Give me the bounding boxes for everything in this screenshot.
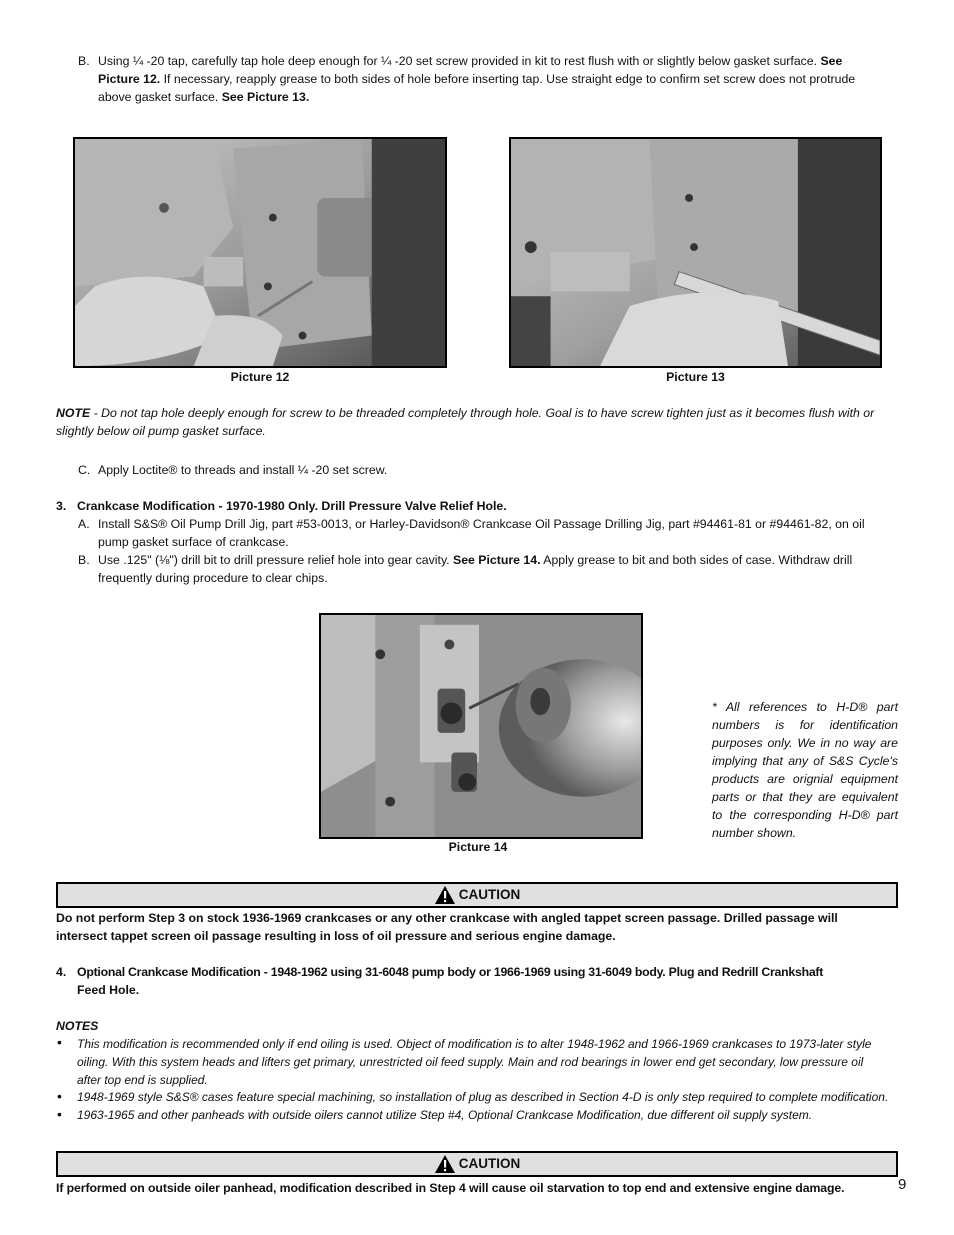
page-number: 9 — [898, 1176, 907, 1193]
hd-note-line: purposes only. We in no way are — [712, 736, 898, 750]
caution-banner — [56, 1151, 898, 1177]
picture-13-photo — [509, 137, 882, 368]
hd-note-line: to the corresponding H-D® part — [712, 808, 898, 822]
caution-1-text — [56, 909, 898, 945]
step-3a-text — [98, 515, 898, 551]
picture-13-caption: Picture 13 — [666, 370, 725, 384]
step-2b-text-2: If necessary, reapply grease to both sides of hole before inserting tap. Use straight edge to confirm set screw does not protrude — [160, 72, 856, 86]
hd-note-line: parts or that they are equivalent — [712, 790, 898, 804]
note-label: NOTE — [56, 406, 91, 420]
warning-triangle-icon — [434, 1154, 456, 1174]
step-2b-ref-1: See — [820, 54, 843, 68]
notes-bullet: • — [57, 1106, 62, 1122]
hd-note-line: numbers is for identification — [712, 718, 898, 732]
step-3a-line-2: pump gasket surface of crankcase. — [98, 535, 289, 549]
caution-banner — [56, 882, 898, 908]
picture-14-photo — [319, 613, 643, 839]
note-text: - Do not tap hole deeply enough for screw to be threaded completely through hole. Goal is to have screw tighten just as it becomes flush with or — [90, 406, 875, 420]
step-4-line-1: Optional Crankcase Modification - 1948-1962 using 31-6048 pump body or 1966-1969 using 31-6049 body. Plug and Redrill Crankshaft — [77, 965, 824, 979]
notes-bullet: • — [57, 1088, 62, 1104]
notes-item-1-line-1: This modification is recommended only if end oiling is used. Object of modification is to alter 1948-1962 and 1966-1969 crankcases to 1973-later style — [77, 1037, 872, 1051]
caution-label: CAUTION — [458, 887, 521, 902]
step-4-line-2: Feed Hole. — [77, 983, 140, 997]
step-3b-text-1: Use .125" (⅛") drill bit to drill pressure relief hole into gear cavity. — [98, 553, 454, 567]
picture-12-photo — [73, 137, 447, 368]
notes-bullet: • — [57, 1034, 62, 1050]
step-2c-text: Apply Loctite® to threads and install ¼ -20 set screw. — [98, 463, 388, 477]
notes-item-2: 1948-1969 style S&S® cases feature special machining, so installation of plug as described in Section 4-D is only step required to complete modification. — [77, 1090, 889, 1104]
step-3b-marker: B. — [78, 553, 90, 567]
hd-note-line: products are orignial equipment — [712, 772, 898, 786]
step-3b-text-2: Apply grease to bit and both sides of case. Withdraw drill — [540, 553, 853, 567]
step-3a-marker: A. — [78, 517, 90, 531]
caution-2-text: If performed on outside oiler panhead, modification described in Step 4 will cause oil starvation to top end and extensive engine damage. — [56, 1181, 845, 1195]
step-2b-ref-2: See Picture 13. — [221, 90, 310, 104]
step-2b-text-3: above gasket surface. — [98, 90, 222, 104]
notes-heading: NOTES — [56, 1019, 99, 1033]
step-2c-marker: C. — [78, 463, 91, 477]
note-paragraph — [56, 404, 898, 440]
step-2b-text-1: Using ¼ -20 tap, carefully tap hole deep enough for ¼ -20 set screw provided in kit to rest flush with or slightly below gasket surface. — [98, 54, 821, 68]
hd-note-line: number shown. — [712, 826, 797, 840]
notes-item-1 — [77, 1035, 898, 1089]
notes-item-1-line-2: oiling. With this system heads and lifters get primary, unrestricted oil feed supply. Main and rod bearings in lower end get secondary, low pressure oil — [77, 1055, 864, 1069]
step-2b-text — [98, 52, 898, 106]
step-4-number: 4. — [56, 965, 67, 979]
step-4-title — [77, 963, 898, 999]
hd-note-line: implying that any of S&S Cycle's — [712, 754, 898, 768]
hd-reference-note — [712, 698, 898, 842]
step-2b-marker: B. — [78, 54, 90, 68]
step-3b-ref: See Picture 14. — [453, 553, 541, 567]
step-3-number: 3. — [56, 499, 67, 513]
note-text-2: slightly below oil pump gasket surface. — [56, 424, 266, 438]
warning-triangle-icon — [434, 885, 456, 905]
notes-item-1-line-3: after top end is supplied. — [77, 1073, 208, 1087]
step-3b-text — [98, 551, 898, 587]
step-3b-line-2: frequently during procedure to clear chips. — [98, 571, 328, 585]
caution-1-line-1: Do not perform Step 3 on stock 1936-1969 crankcases or any other crankcase with angled tappet screen passage. Drilled passage will — [56, 911, 838, 925]
caution-1-line-2: intersect tappet screen oil passage resulting in loss of oil pressure and serious engine damage. — [56, 929, 616, 943]
caution-label: CAUTION — [458, 1156, 521, 1171]
picture-14-caption: Picture 14 — [448, 840, 508, 854]
notes-item-3: 1963-1965 and other panheads with outside oilers cannot utilize Step #4, Optional Crankcase Modification, due different oil supply system. — [77, 1108, 813, 1122]
step-3a-line-1: Install S&S® Oil Pump Drill Jig, part #53-0013, or Harley-Davidson® Crankcase Oil Passage Drilling Jig, part #94461-81 or #94461-82, on oil — [98, 517, 865, 531]
picture-12-caption: Picture 12 — [230, 370, 290, 384]
step-3-title: Crankcase Modification - 1970-1980 Only. Drill Pressure Valve Relief Hole. — [77, 499, 507, 513]
hd-note-line: * All references to H-D® part — [712, 700, 898, 714]
step-2b-ref-1b: Picture 12. — [98, 72, 161, 86]
